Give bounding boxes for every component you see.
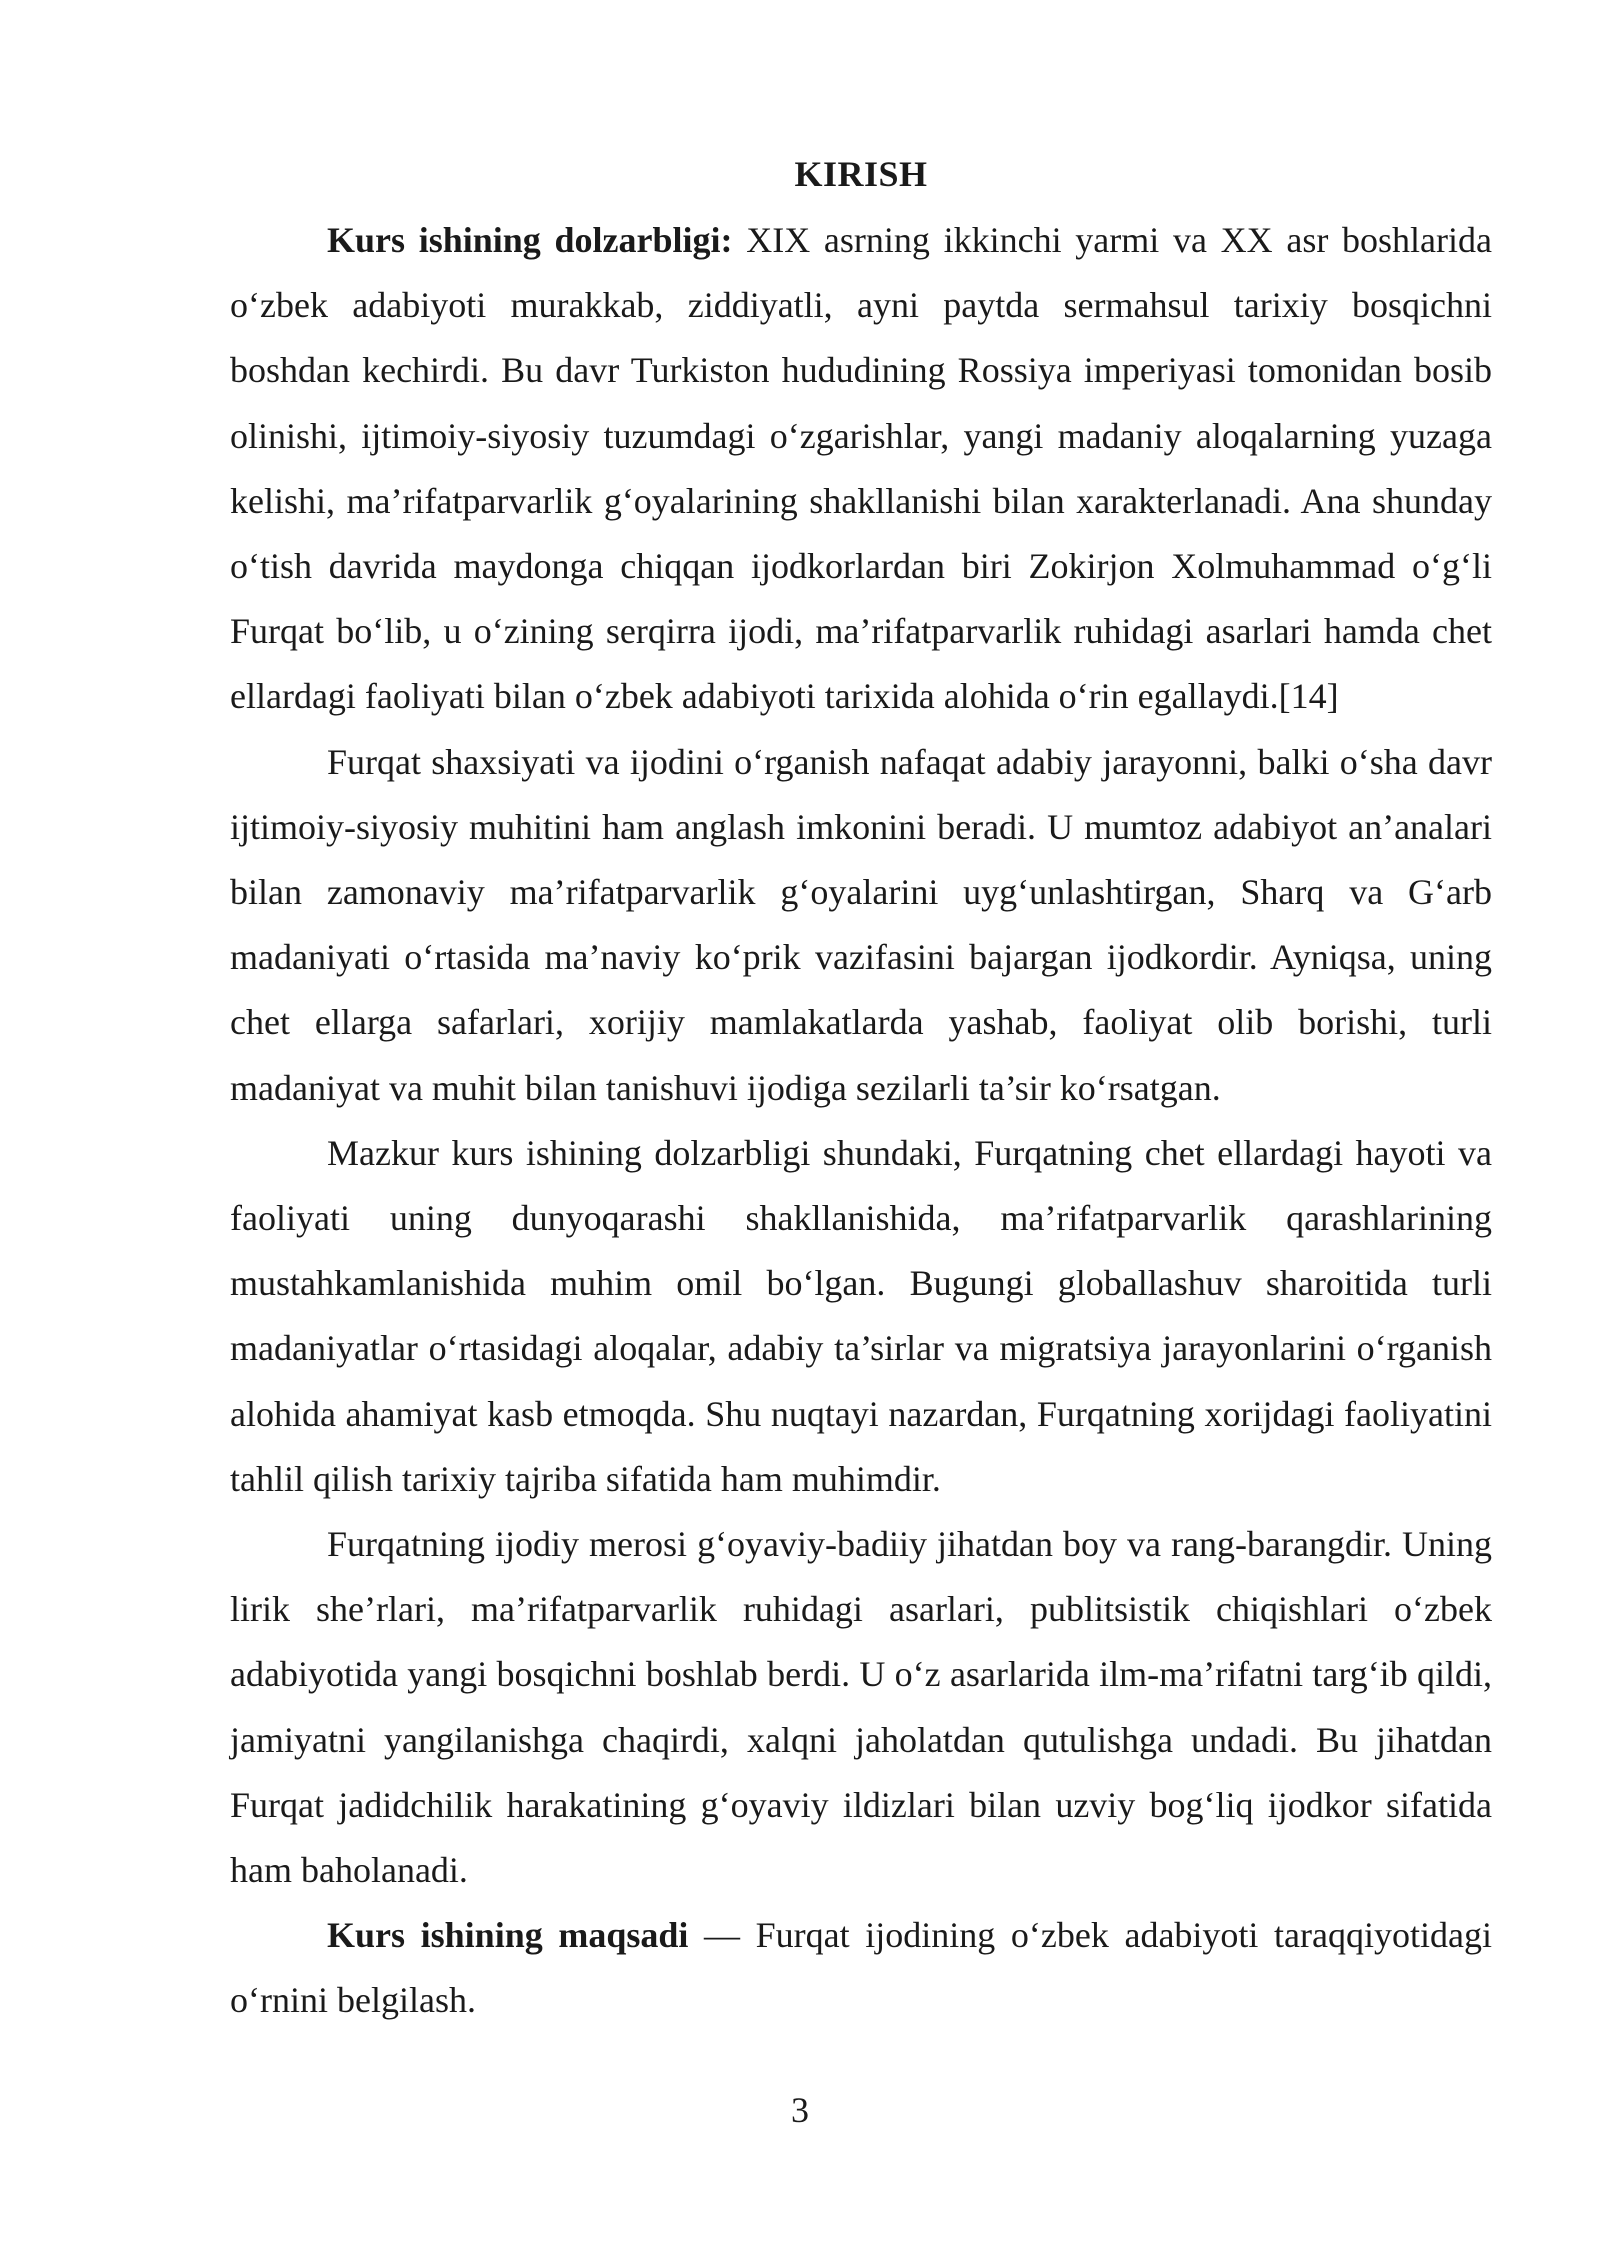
paragraph-lead: Kurs ishining dolzarbligi: bbox=[327, 220, 733, 260]
paragraph-text: Mazkur kurs ishining dolzarbligi shundaki, Furqatning chet ellardagi hayoti va faoliyati uning dunyoqarashi shakllanishida, ma’rifatparvarlik qarashlarining mustahkamlanishida muhim omil bo‘lgan. Bugungi globallashuv sharoitida turli madaniyatlar o‘rtasidagi aloqalar, adabiy ta’sirlar va migratsiya jarayonlarini o‘rganish alohida ahamiyat kasb etmoqda. Shu nuqtayi nazardan, Furqatning xorijdagi faoliyatini tahlil qilish tarixiy tajriba sifatida ham muhimdir. bbox=[230, 1132, 1492, 1499]
paragraph-text: — Furqat ijodining o‘zbek adabiyoti taraqqiyotidagi o‘rnini belgilash. bbox=[230, 1915, 1492, 2021]
paragraph-text: XIX asrning ikkinchi yarmi va XX asr boshlarida o‘zbek adabiyoti murakkab, ziddiyatli, ayni paytda sermahsul tarixiy bosqichni boshdan kechirdi. Bu davr Turkiston hududining Rossiya imperiyasi tomonidan bosib olinishi, ijtimoiy-siyosiy tuzumdagi o‘zgarishlar, yangi madaniy aloqalarning yuzaga kelishi, ma’rifatparvarlik g‘oyalarining shakllanishi bilan xarakterlanadi. Ana shunday o‘tish davrida maydonga chiqqan ijodkorlardan biri Zokirjon Xolmuhammad o‘g‘li Furqat bo‘lib, u o‘zining serqirra ijodi, ma’rifatparvarlik ruhidagi asarlari hamda chet ellardagi faoliyati bilan o‘zbek adabiyoti tarixida alohida o‘rin egallaydi.[14] bbox=[230, 220, 1493, 717]
paragraph-relevance bbox=[230, 208, 1492, 730]
paragraph-relevance-detail bbox=[230, 1121, 1492, 1512]
page-number: 3 bbox=[791, 2090, 809, 2130]
paragraph-goal bbox=[230, 1903, 1492, 2033]
paragraph-text: Furqat shaxsiyati va ijodini o‘rganish nafaqat adabiy jarayonni, balki o‘sha davr ijtimoiy-siyosiy muhitini ham anglash imkonini beradi. U mumtoz adabiyot an’analari bilan zamonaviy ma’rifatparvarlik g‘oyalarini uyg‘unlashtirgan, Sharq va G‘arb madaniyati o‘rtasida ma’naviy ko‘prik vazifasini bajargan ijodkordir. Ayniqsa, uning chet ellarga safarlari, xorijiy mamlakatlarda yashab, faoliyat olib borishi, turli madaniyat va muhit bilan tanishuvi ijodiga sezilarli ta’sir ko‘rsatgan. bbox=[230, 741, 1492, 1108]
paragraph-lead: Kurs ishining maqsadi bbox=[327, 1915, 689, 1956]
document-page bbox=[230, 148, 1492, 2034]
paragraph-text: Furqatning ijodiy merosi g‘oyaviy-badiiy jihatdan boy va rang-barangdir. Uning lirik she’rlari, ma’rifatparvarlik ruhidagi asarlari, publitsistik chiqishlari o‘zbek adabiyotida yangi bosqichni boshlab berdi. U o‘z asarlarida ilm-ma’rifatni targ‘ib qildi, jamiyatni yangilanishga chaqirdi, xalqni jaholatdan qutulishga undadi. Bu jihatdan Furqat jadidchilik harakatining g‘oyaviy ildizlari bilan uzviy bog‘liq ijodkor sifatida ham baholanadi. bbox=[230, 1524, 1492, 1891]
paragraph-personality bbox=[230, 730, 1492, 1121]
paragraph-legacy bbox=[230, 1512, 1492, 1903]
section-heading: KIRISH bbox=[794, 154, 928, 194]
